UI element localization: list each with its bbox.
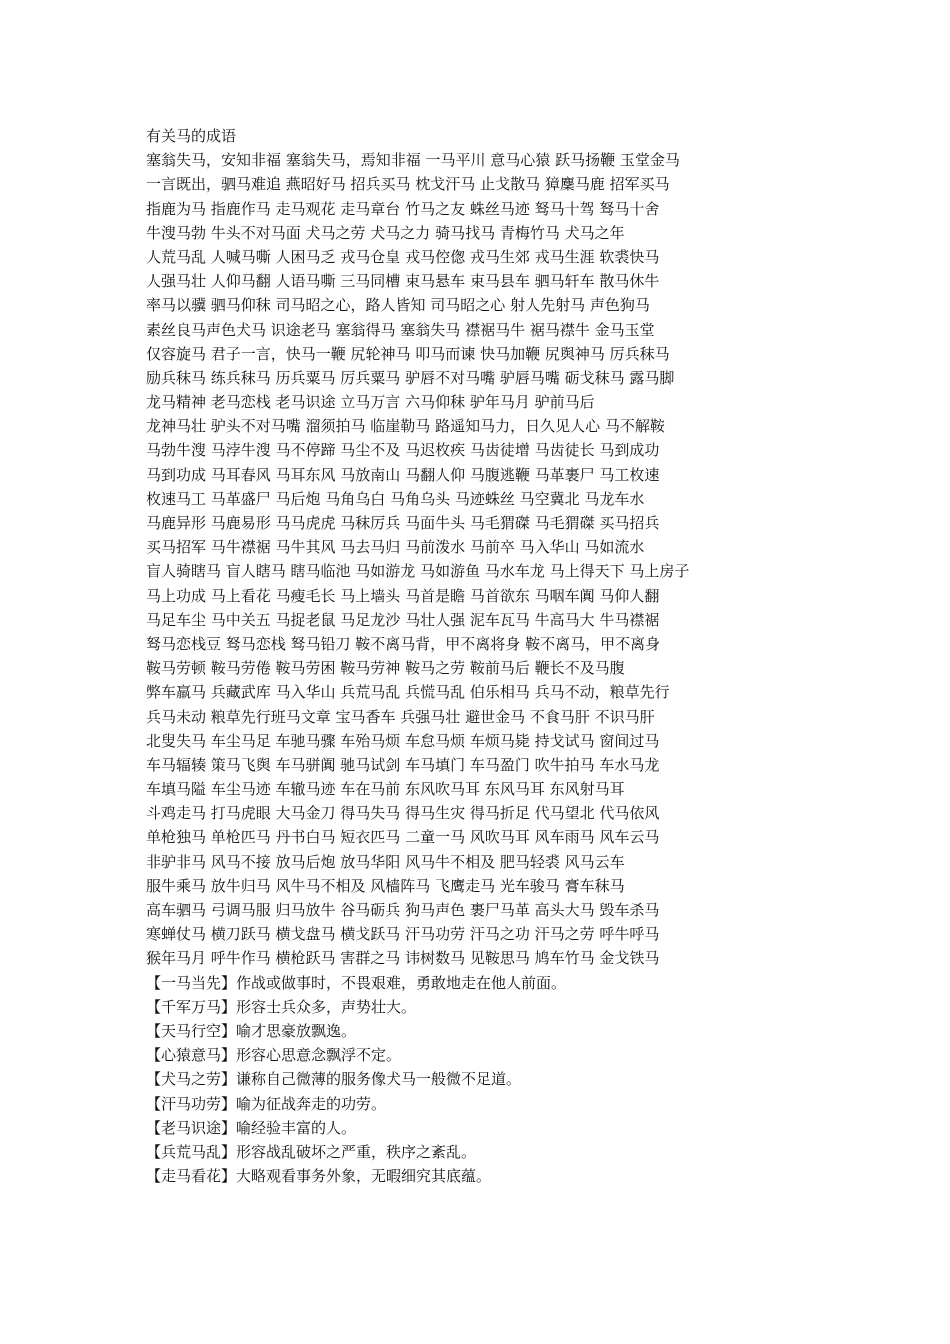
idiom-line: 素丝良马声色犬马 识途老马 塞翁得马 塞翁失马 襟裾马牛 裾马襟牛 金马玉堂 bbox=[146, 320, 655, 339]
idiom-line: 驽马恋栈豆 驽马恋栈 驽马铅刀 鞍不离马背，甲不离将身 鞍不离马，甲不离身 bbox=[146, 634, 661, 653]
idiom-line: 指鹿为马 指鹿作马 走马观花 走马章台 竹马之友 蛛丝马迹 驽马十驾 驽马十舍 bbox=[146, 199, 660, 218]
idiom-line: 马勃牛溲 马浡牛溲 马不停蹄 马尘不及 马迟枚疾 马齿徒增 马齿徒长 马到成功 bbox=[146, 441, 660, 460]
idiom-line: 牛溲马勃 牛头不对马面 犬马之劳 犬马之力 骑马找马 青梅竹马 犬马之年 bbox=[146, 223, 625, 242]
definition-item bbox=[146, 1067, 786, 1091]
idiom-line: 车马辐辏 策马飞舆 车马骈阗 驰马试剑 车马填门 车马盈门 吹牛拍马 车水马龙 bbox=[146, 755, 660, 774]
definition-term: 【老马识途】 bbox=[146, 1118, 237, 1137]
definition-term: 【犬马之劳】 bbox=[146, 1070, 237, 1089]
definition-term: 【天马行空】 bbox=[146, 1021, 237, 1040]
definition-meaning: 形容心思意念飘浮不定。 bbox=[236, 1046, 402, 1065]
idiom-line: 马上功成 马上看花 马瘦毛长 马上墙头 马首是瞻 马首欲东 马咽车阗 马仰人翻 bbox=[146, 586, 660, 605]
definition-item bbox=[146, 1092, 786, 1116]
idiom-line: 马足车尘 马中关五 马捉老鼠 马足龙沙 马壮人强 泥车瓦马 牛高马大 牛马襟裾 bbox=[146, 610, 660, 629]
idiom-line: 仅容旋马 君子一言，快马一鞭 尻轮神马 叩马而谏 快马加鞭 尻舆神马 厉兵秣马 bbox=[146, 344, 670, 363]
definition-item bbox=[146, 1116, 786, 1140]
idiom-line: 励兵秣马 练兵秣马 历兵粟马 厉兵粟马 驴唇不对马嘴 驴唇马嘴 砺戈秣马 露马脚 bbox=[146, 368, 675, 387]
definition-term: 【走马看花】 bbox=[146, 1167, 237, 1186]
idiom-line: 龙神马壮 驴头不对马嘴 溜须拍马 临崖勒马 路遥知马力，日久见人心 马不解鞍 bbox=[146, 417, 665, 436]
idiom-line: 车填马隘 车尘马迹 车辙马迹 车在马前 东风吹马耳 东风马耳 东风射马耳 bbox=[146, 780, 625, 799]
definition-item bbox=[146, 1019, 786, 1043]
definition-item bbox=[146, 971, 786, 995]
idiom-line: 人荒马乱 人喊马嘶 人困马乏 戎马仓皇 戎马倥偬 戎马生郊 戎马生涯 软裘快马 bbox=[146, 247, 660, 266]
idiom-line: 一言既出，驷马难追 燕昭好马 招兵买马 枕戈汗马 止戈散马 獐麇马鹿 招军买马 bbox=[146, 175, 670, 194]
idiom-line: 非驴非马 风马不接 放马后炮 放马华阳 风马牛不相及 肥马轻裘 风马云车 bbox=[146, 852, 625, 871]
idiom-list bbox=[146, 148, 786, 970]
idiom-line: 枚速马工 马革盛尸 马后炮 马角乌白 马角乌头 马迹蛛丝 马空冀北 马龙车水 bbox=[146, 489, 645, 508]
idiom-line: 买马招军 马牛襟裾 马牛其风 马去马归 马前泼水 马前卒 马入华山 马如流水 bbox=[146, 538, 645, 557]
idiom-line: 单枪独马 单枪匹马 丹书白马 短衣匹马 二童一马 风吹马耳 风车雨马 风车云马 bbox=[146, 828, 660, 847]
definition-term: 【汗马功劳】 bbox=[146, 1094, 237, 1113]
idiom-line: 猴年马月 呼牛作马 横枪跃马 害群之马 讳树数马 见鞍思马 鸠车竹马 金戈铁马 bbox=[146, 949, 660, 968]
document-page bbox=[146, 124, 786, 1188]
definition-item bbox=[146, 995, 786, 1019]
definition-term: 【一马当先】 bbox=[146, 973, 237, 992]
idiom-line: 弊车羸马 兵藏武库 马入华山 兵荒马乱 兵慌马乱 伯乐相马 兵马不动，粮草先行 bbox=[146, 683, 670, 702]
idiom-line: 率马以骥 驷马仰秣 司马昭之心，路人皆知 司马昭之心 射人先射马 声色狗马 bbox=[146, 296, 650, 315]
definition-term: 【心猿意马】 bbox=[146, 1046, 237, 1065]
definition-item bbox=[146, 1140, 786, 1164]
definition-meaning: 喻才思豪放飘逸。 bbox=[236, 1021, 357, 1040]
definition-term: 【兵荒马乱】 bbox=[146, 1142, 237, 1161]
definition-term: 【千军万马】 bbox=[146, 997, 237, 1016]
definition-meaning: 大略观看事务外象，无暇细究其底蕴。 bbox=[236, 1167, 492, 1186]
definition-item bbox=[146, 1164, 786, 1188]
idiom-line: 塞翁失马，安知非福 塞翁失马，焉知非福 一马平川 意马心猿 跃马扬鞭 玉堂金马 bbox=[146, 151, 680, 170]
idiom-line: 鞍马劳顿 鞍马劳倦 鞍马劳困 鞍马劳神 鞍马之劳 鞍前马后 鞭长不及马腹 bbox=[146, 659, 625, 678]
idiom-line: 北叟失马 车尘马足 车驰马骤 车殆马烦 车怠马烦 车烦马毙 持戈试马 窗间过马 bbox=[146, 731, 660, 750]
definition-item bbox=[146, 1043, 786, 1067]
idiom-line: 服牛乘马 放牛归马 风牛马不相及 风樯阵马 飞鹰走马 光车骏马 膏车秣马 bbox=[146, 876, 625, 895]
definition-list bbox=[146, 971, 786, 1189]
idiom-line: 斗鸡走马 打马虎眼 大马金刀 得马失马 得马生灾 得马折足 代马望北 代马依风 bbox=[146, 804, 660, 823]
idiom-line: 寒蝉仗马 横刀跃马 横戈盘马 横戈跃马 汗马功劳 汗马之功 汗马之劳 呼牛呼马 bbox=[146, 925, 660, 944]
idiom-line: 龙马精神 老马恋栈 老马识途 立马万言 六马仰秣 驴年马月 驴前马后 bbox=[146, 393, 595, 412]
definition-meaning: 谦称自己微薄的服务像犬马一般微不足道。 bbox=[236, 1070, 522, 1089]
definition-meaning: 喻经验丰富的人。 bbox=[236, 1118, 357, 1137]
definition-meaning: 喻为征战奔走的功劳。 bbox=[236, 1094, 387, 1113]
definition-meaning: 形容战乱破坏之严重，秩序之紊乱。 bbox=[236, 1142, 477, 1161]
idiom-line: 兵马未动 粮草先行班马文章 宝马香车 兵强马壮 避世金马 不食马肝 不识马肝 bbox=[146, 707, 655, 726]
idiom-line: 盲人骑瞎马 盲人瞎马 瞎马临池 马如游龙 马如游鱼 马水车龙 马上得天下 马上房子 bbox=[146, 562, 690, 581]
definition-meaning: 作战或做事时，不畏艰难，勇敢地走在他人前面。 bbox=[236, 973, 567, 992]
idiom-line: 马鹿异形 马鹿易形 马马虎虎 马秣厉兵 马面牛头 马毛猬磔 马毛猬磔 买马招兵 bbox=[146, 514, 660, 532]
idiom-line: 高车驷马 弓调马服 归马放牛 谷马砺兵 狗马声色 裹尸马革 高头大马 毁车杀马 bbox=[146, 901, 660, 919]
idiom-line: 人强马壮 人仰马翻 人语马嘶 三马同槽 束马悬车 束马县车 驷马轩车 散马休牛 bbox=[146, 272, 660, 291]
idiom-line: 马到功成 马耳春风 马耳东风 马放南山 马翻人仰 马腹逃鞭 马革裹尸 马工枚速 bbox=[146, 465, 660, 484]
definition-meaning: 形容士兵众多，声势壮大。 bbox=[236, 997, 417, 1016]
document-title: 有关马的成语 bbox=[146, 127, 237, 145]
